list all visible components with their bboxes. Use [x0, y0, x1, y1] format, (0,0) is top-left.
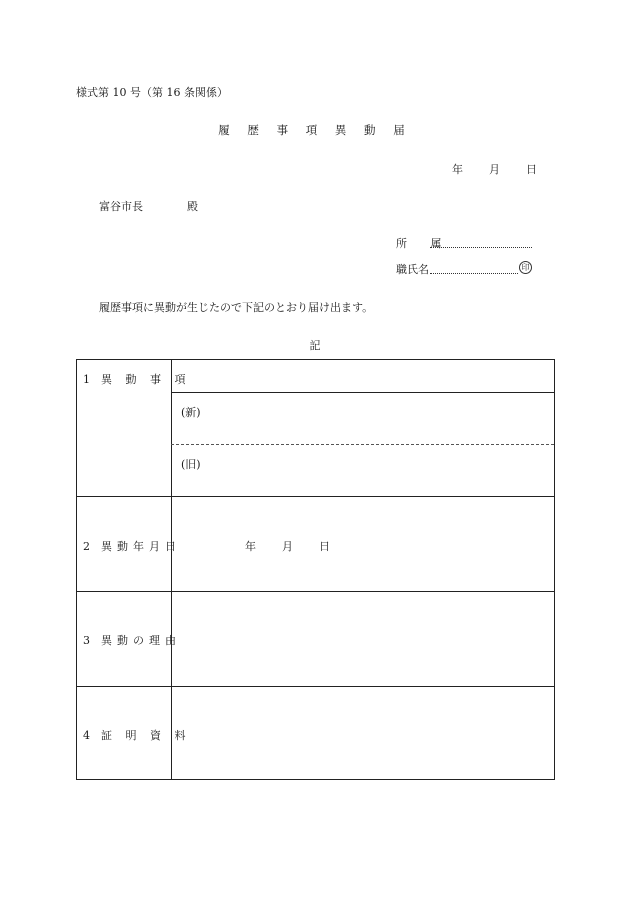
row-title: 異動年月日: [101, 540, 181, 553]
form-number: 様式第 10 号（第 16 条関係）: [76, 86, 228, 99]
old-value-field[interactable]: (旧): [181, 458, 201, 471]
date-year-label: 年: [452, 163, 463, 176]
statement-text: 履歴事項に異動が生じたので下記のとおり届け出ます。: [99, 301, 374, 314]
row-label-change-reason: [83, 632, 181, 648]
name-dotted-line: [430, 273, 518, 274]
seal-mark: 印: [519, 261, 532, 274]
row-number: 3: [83, 634, 90, 647]
row-title: 異 動 事 項: [101, 373, 191, 386]
row-divider: [77, 496, 554, 497]
addressee-honorific: 殿: [187, 200, 198, 213]
addressee: [99, 198, 198, 214]
change-date-field[interactable]: [245, 538, 330, 554]
row-label-change-item: [83, 371, 191, 387]
submission-date: [452, 161, 537, 177]
document-title: 履 歴 事 項 異 動 届: [218, 123, 412, 137]
row-divider: [77, 686, 554, 687]
addressee-name: 富谷市長: [99, 200, 143, 213]
row-title: 異動の理由: [101, 634, 181, 647]
affiliation-label: 所 属: [396, 237, 452, 250]
affiliation-dotted-line: [430, 247, 532, 248]
name-field[interactable]: [396, 261, 532, 275]
date-day-label: 日: [526, 163, 537, 176]
table-column-divider: [171, 360, 172, 779]
change-reason-field[interactable]: [181, 600, 541, 680]
affiliation-field[interactable]: [396, 235, 532, 249]
change-date-day: 日: [319, 540, 330, 553]
new-value-field[interactable]: (新): [181, 406, 201, 419]
row-number: 4: [83, 729, 90, 742]
row-number: 2: [83, 540, 90, 553]
name-label: 職氏名: [396, 263, 429, 276]
row-label-evidence: [83, 727, 191, 743]
change-date-month: 月: [282, 540, 293, 553]
row1-subheader-divider: [171, 392, 554, 393]
new-old-dashed-divider: [171, 444, 554, 445]
row-divider: [77, 591, 554, 592]
row-label-change-date: [83, 538, 181, 554]
change-details-table: [76, 359, 555, 780]
change-date-year: 年: [245, 540, 256, 553]
date-month-label: 月: [489, 163, 500, 176]
row-number: 1: [83, 373, 90, 386]
row-title: 証 明 資 料: [101, 729, 191, 742]
ki-heading: 記: [309, 339, 321, 352]
evidence-field[interactable]: [181, 695, 541, 775]
